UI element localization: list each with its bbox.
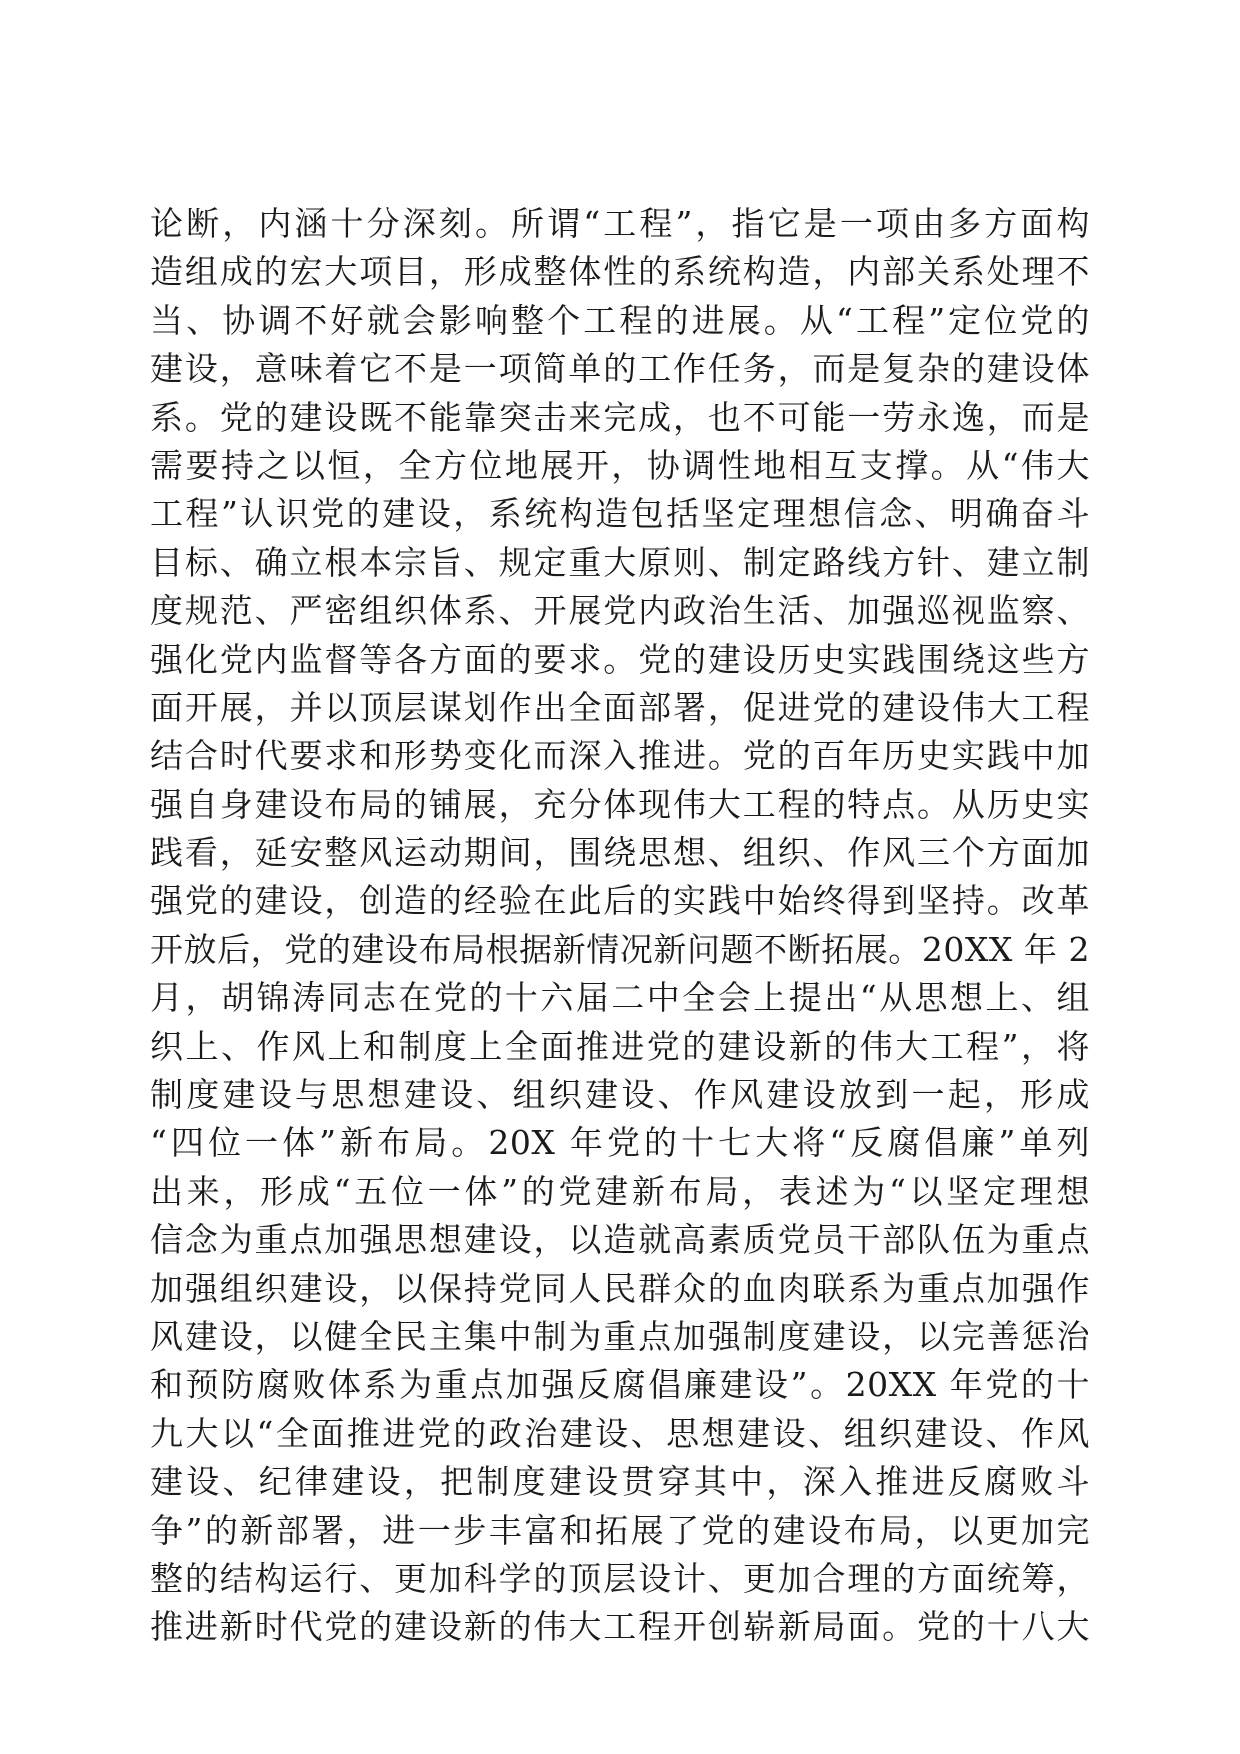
text-line: 出来，形成“五位一体”的党建新布局，表述为“以坚定理想 [150,1171,1090,1211]
text-line: 和预防腐败体系为重点加强反腐倡廉建设”。20XX 年党的十 [150,1365,1090,1405]
text-line: 目标、确立根本宗旨、规定重大原则、制定路线方针、建立制 [150,542,1090,582]
text-line: 面开展，并以顶层谋划作出全面部署，促进党的建设伟大工程 [150,687,1090,727]
text-line: 整的结构运行、更加科学的顶层设计、更加合理的方面统筹， [150,1558,1090,1598]
text-line: 度规范、严密组织体系、开展党内政治生活、加强巡视监察、 [150,591,1090,631]
text-line: 需要持之以恒，全方位地展开，协调性地相互支撑。从“伟大 [150,445,1090,485]
text-line: 月，胡锦涛同志在党的十六届二中全会上提出“从思想上、组 [150,978,1090,1018]
text-line: 织上、作风上和制度上全面推进党的建设新的伟大工程”，将 [150,1026,1090,1066]
text-line: 工程”认识党的建设，系统构造包括坚定理想信念、明确奋斗 [150,494,1090,534]
text-line: “四位一体”新布局。20X 年党的十七大将“反腐倡廉”单列 [150,1123,1090,1163]
text-line: 风建设，以健全民主集中制为重点加强制度建设，以完善惩治 [150,1316,1090,1356]
text-line: 践看，延安整风运动期间，围绕思想、组织、作风三个方面加 [150,833,1090,873]
text-line: 建设，意味着它不是一项简单的工作任务，而是复杂的建设体 [150,349,1090,389]
text-line: 结合时代要求和形势变化而深入推进。党的百年历史实践中加 [150,736,1090,776]
text-line: 争”的新部署，进一步丰富和拓展了党的建设布局，以更加完 [150,1510,1090,1550]
text-line: 强化党内监督等各方面的要求。党的建设历史实践围绕这些方 [150,639,1090,679]
text-line: 信念为重点加强思想建设，以造就高素质党员干部队伍为重点 [150,1220,1090,1260]
text-line: 强党的建设，创造的经验在此后的实践中始终得到坚持。改革 [150,881,1090,921]
text-line: 开放后，党的建设布局根据新情况新问题不断拓展。20XX 年 2 [150,929,1090,969]
text-line: 九大以“全面推进党的政治建设、思想建设、组织建设、作风 [150,1413,1090,1453]
body-paragraph [150,200,1090,1652]
text-line: 制度建设与思想建设、组织建设、作风建设放到一起，形成 [150,1075,1090,1115]
text-line: 建设、纪律建设，把制度建设贯穿其中，深入推进反腐败斗 [150,1462,1090,1502]
text-line: 强自身建设布局的铺展，充分体现伟大工程的特点。从历史实 [150,784,1090,824]
text-line: 论断，内涵十分深刻。所谓“工程”，指它是一项由多方面构 [150,204,1090,243]
text-line: 系。党的建设既不能靠突击来完成，也不可能一劳永逸，而是 [150,397,1090,437]
text-line: 当、协调不好就会影响整个工程的进展。从“工程”定位党的 [150,300,1090,340]
text-line: 造组成的宏大项目，形成整体性的系统构造，内部关系处理不 [150,252,1090,292]
text-line: 加强组织建设，以保持党同人民群众的血肉联系为重点加强作 [150,1268,1090,1308]
text-line: 推进新时代党的建设新的伟大工程开创崭新局面。党的十八大 [150,1607,1090,1647]
